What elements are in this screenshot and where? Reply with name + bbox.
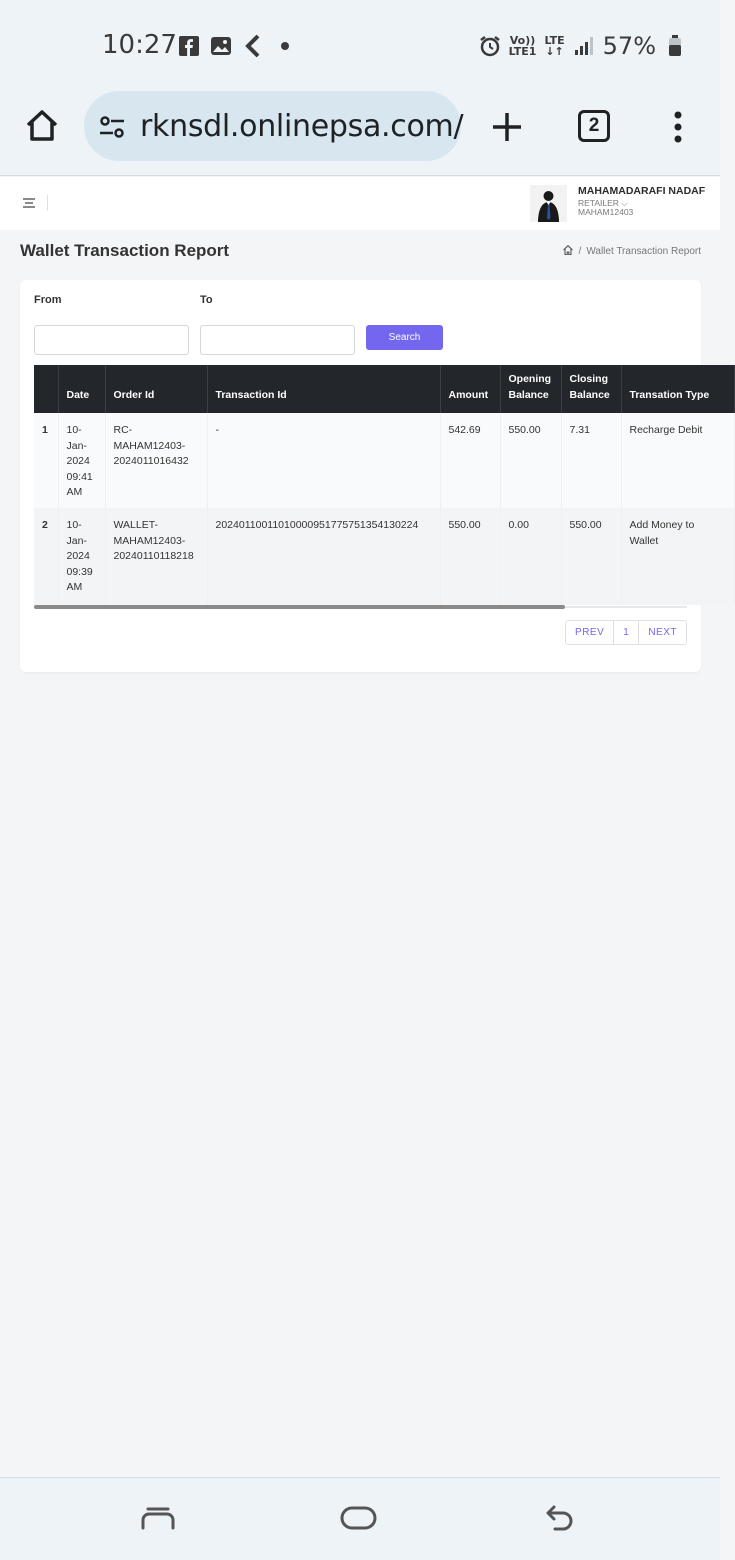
breadcrumb-separator: / (578, 246, 582, 257)
battery-percent: 57% (602, 32, 656, 60)
pagination (565, 620, 687, 645)
cell-index: 1 (34, 413, 58, 508)
to-date-input[interactable] (200, 325, 355, 355)
pagination-next-button[interactable]: NEXT (648, 627, 677, 638)
cell-transaction-type: Recharge Debit (621, 413, 734, 508)
cell-order-id: WALLET-MAHAM12403-20240110118218 (105, 508, 207, 605)
cell-closing-balance: 7.31 (561, 413, 621, 508)
to-label: To (200, 294, 213, 306)
breadcrumb-current: Wallet Transaction Report (586, 246, 701, 257)
col-header-transaction-type[interactable]: Transation Type (621, 365, 734, 413)
volte-indicator: Vo)) LTE1 (508, 34, 537, 58)
tab-switcher-button[interactable]: 2 (578, 110, 610, 142)
cell-amount: 542.69 (440, 413, 500, 508)
menu-toggle-icon[interactable] (22, 196, 36, 208)
header-divider (47, 195, 48, 211)
from-label: From (34, 294, 62, 306)
system-navigation-bar (0, 1477, 720, 1560)
status-bar (0, 0, 720, 90)
page-title: Wallet Transaction Report (20, 241, 230, 260)
col-header-date[interactable]: Date (58, 365, 105, 413)
cell-date: 10-Jan-2024 09:39 AM (58, 508, 105, 605)
url-text: rknsdl.onlinepsa.com/ (140, 109, 464, 144)
col-header-order-id[interactable]: Order Id (105, 365, 207, 413)
col-header-index (34, 365, 58, 413)
col-header-closing-balance[interactable]: Closing Balance (561, 365, 621, 413)
from-date-input[interactable] (34, 325, 189, 355)
new-tab-plus-icon[interactable] (490, 110, 524, 144)
pagination-page-1[interactable]: 1 (614, 621, 639, 644)
table-row (34, 413, 734, 508)
gallery-icon (210, 35, 232, 57)
search-button[interactable]: Search (366, 325, 443, 350)
home-nav-icon[interactable] (340, 1506, 377, 1530)
back-nav-icon[interactable] (545, 1503, 575, 1533)
cell-order-id: RC-MAHAM12403-2024011016432 (105, 413, 207, 508)
alarm-icon (479, 35, 501, 57)
status-time: 10:27 (102, 30, 177, 60)
table-row (34, 508, 734, 605)
user-avatar[interactable] (530, 185, 567, 222)
more-notifications-dot-icon (274, 35, 296, 57)
pagination-prev-button[interactable]: PREV (566, 621, 614, 644)
transactions-table (34, 365, 735, 605)
cell-closing-balance: 550.00 (561, 508, 621, 605)
report-card (20, 280, 710, 672)
cell-date: 10-Jan-2024 09:41 AM (58, 413, 105, 508)
user-name[interactable]: MAHAMADARAFI NADAF (578, 185, 706, 197)
signal-icon (573, 35, 595, 57)
cell-opening-balance: 0.00 (500, 508, 561, 605)
cell-transaction-id: - (207, 413, 440, 508)
user-id: MAHAM12403 (578, 207, 634, 217)
cell-amount: 550.00 (440, 508, 500, 605)
browser-menu-icon[interactable] (670, 110, 686, 144)
transactions-table-container[interactable] (34, 365, 710, 608)
cell-transaction-id: 20240110011010000951775751354130224 (207, 508, 440, 605)
col-header-transaction-id[interactable]: Transaction Id (207, 365, 440, 413)
table-header-row (34, 365, 734, 413)
breadcrumb (562, 244, 701, 259)
cell-index: 2 (34, 508, 58, 605)
cell-opening-balance: 550.00 (500, 413, 561, 508)
app-notification-icon (242, 35, 264, 57)
col-header-amount[interactable]: Amount (440, 365, 500, 413)
browser-home-icon[interactable] (22, 106, 62, 146)
breadcrumb-home-icon[interactable] (562, 244, 574, 259)
col-header-opening-balance[interactable]: Opening Balance (500, 365, 561, 413)
site-settings-icon[interactable] (98, 113, 126, 141)
recent-apps-icon[interactable] (140, 1506, 176, 1530)
browser-toolbar (0, 90, 720, 176)
cell-transaction-type: Add Money to Wallet (621, 508, 734, 605)
user-role-dropdown[interactable]: RETAILER ⌵ (578, 198, 628, 208)
lte-indicator: LTE ↓↑ (544, 34, 565, 58)
battery-icon (664, 35, 686, 57)
app-header (0, 177, 720, 230)
address-bar[interactable] (84, 91, 464, 161)
table-horizontal-scrollbar[interactable] (34, 605, 565, 609)
facebook-icon (178, 35, 200, 57)
